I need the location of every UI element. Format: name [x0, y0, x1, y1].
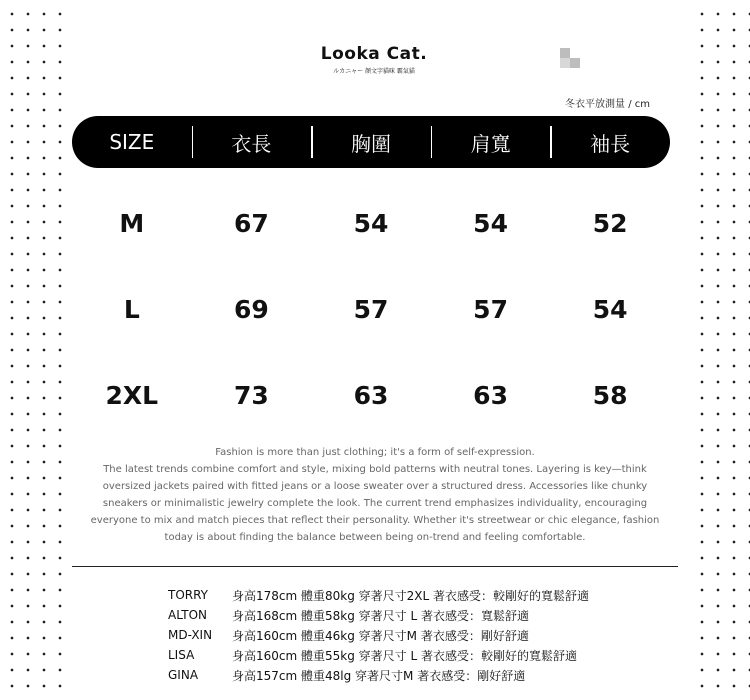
table-cell: 73	[233, 380, 269, 410]
table-cell: 54	[473, 208, 508, 238]
model-info: 身高160cm 體重55kg 穿著尺寸 L 著衣感受：較剛好的寬鬆舒適	[232, 648, 577, 663]
list-item	[168, 645, 589, 665]
header-sleeve: 袖長	[550, 128, 670, 157]
list-item	[168, 625, 589, 645]
description-line: oversized jackets paired with fitted jeans or a loose sweater over a structured dress. Accessories like chunky	[102, 481, 648, 492]
table-row	[72, 352, 670, 438]
description-line: Fashion is more than just clothing; it's a form of self-expression.	[215, 447, 535, 458]
header-chest: 胸圍	[311, 128, 431, 157]
section-divider	[72, 566, 678, 567]
table-cell: 2XL	[105, 380, 159, 410]
size-table	[72, 180, 670, 438]
description-line: The latest trends combine comfort and style, mixing bold patterns with neutral tones. Layering is key—think	[103, 464, 647, 475]
model-info: 身高178cm 體重80kg 穿著尺寸2XL 著衣感受：較剛好的寬鬆舒適	[232, 588, 590, 603]
brand-logo	[318, 44, 430, 75]
table-cell: M	[119, 208, 145, 238]
table-cell: 69	[233, 294, 269, 324]
table-cell: 63	[473, 380, 508, 410]
model-info: 身高157cm 體重48lg 穿著尺寸M 著衣感受：剛好舒適	[232, 668, 526, 683]
model-name: MD-XIN	[168, 628, 213, 642]
size-table-header	[72, 116, 670, 168]
brand-name: Looka Cat.	[320, 44, 428, 64]
model-name: GINA	[168, 668, 199, 682]
table-cell: L	[123, 294, 140, 324]
table-cell: 58	[592, 380, 628, 410]
table-cell: 57	[473, 294, 508, 324]
model-name: ALTON	[168, 608, 207, 622]
model-name: LISA	[168, 648, 195, 662]
model-info: 身高168cm 體重58kg 穿著尺寸 L 著衣感受：寬鬆舒適	[232, 608, 529, 623]
table-cell: 67	[233, 208, 269, 238]
description-line: today is about finding the balance between being on-trend and feeling comfortable.	[164, 532, 586, 543]
table-cell: 52	[592, 208, 628, 238]
table-cell: 54	[592, 294, 628, 324]
header-size: SIZE	[109, 130, 155, 154]
table-cell: 54	[353, 208, 389, 238]
model-fit-list	[168, 585, 589, 685]
list-item	[168, 585, 589, 605]
polka-dot-border-left	[0, 0, 72, 700]
polka-dot-border-right	[690, 0, 750, 700]
unit-note: 冬衣平放測量 / cm	[565, 99, 650, 110]
list-item	[168, 605, 589, 625]
model-name: TORRY	[168, 588, 209, 602]
table-cell: 63	[353, 380, 389, 410]
fashion-description	[72, 444, 678, 546]
list-item	[168, 665, 589, 685]
description-line: everyone to mix and match pieces that reflect their personality. Whether it's streetwear or chic elegance, fashion	[90, 515, 660, 526]
table-row	[72, 180, 670, 266]
model-info: 身高160cm 體重46kg 穿著尺寸M 著衣感受：剛好舒適	[232, 628, 529, 643]
header-shoulder: 肩寬	[431, 128, 551, 157]
description-line: sneakers or minimalistic jewelry complete the look. The current trend emphasizes individuality, encouraging	[102, 498, 648, 509]
brand-subtitle: ルカニャー 顏文字貓咪 霸氣貓	[333, 68, 415, 75]
pixel-logo-icon	[560, 48, 582, 70]
table-row	[72, 266, 670, 352]
table-cell: 57	[353, 294, 389, 324]
header-length: 衣長	[192, 128, 312, 157]
